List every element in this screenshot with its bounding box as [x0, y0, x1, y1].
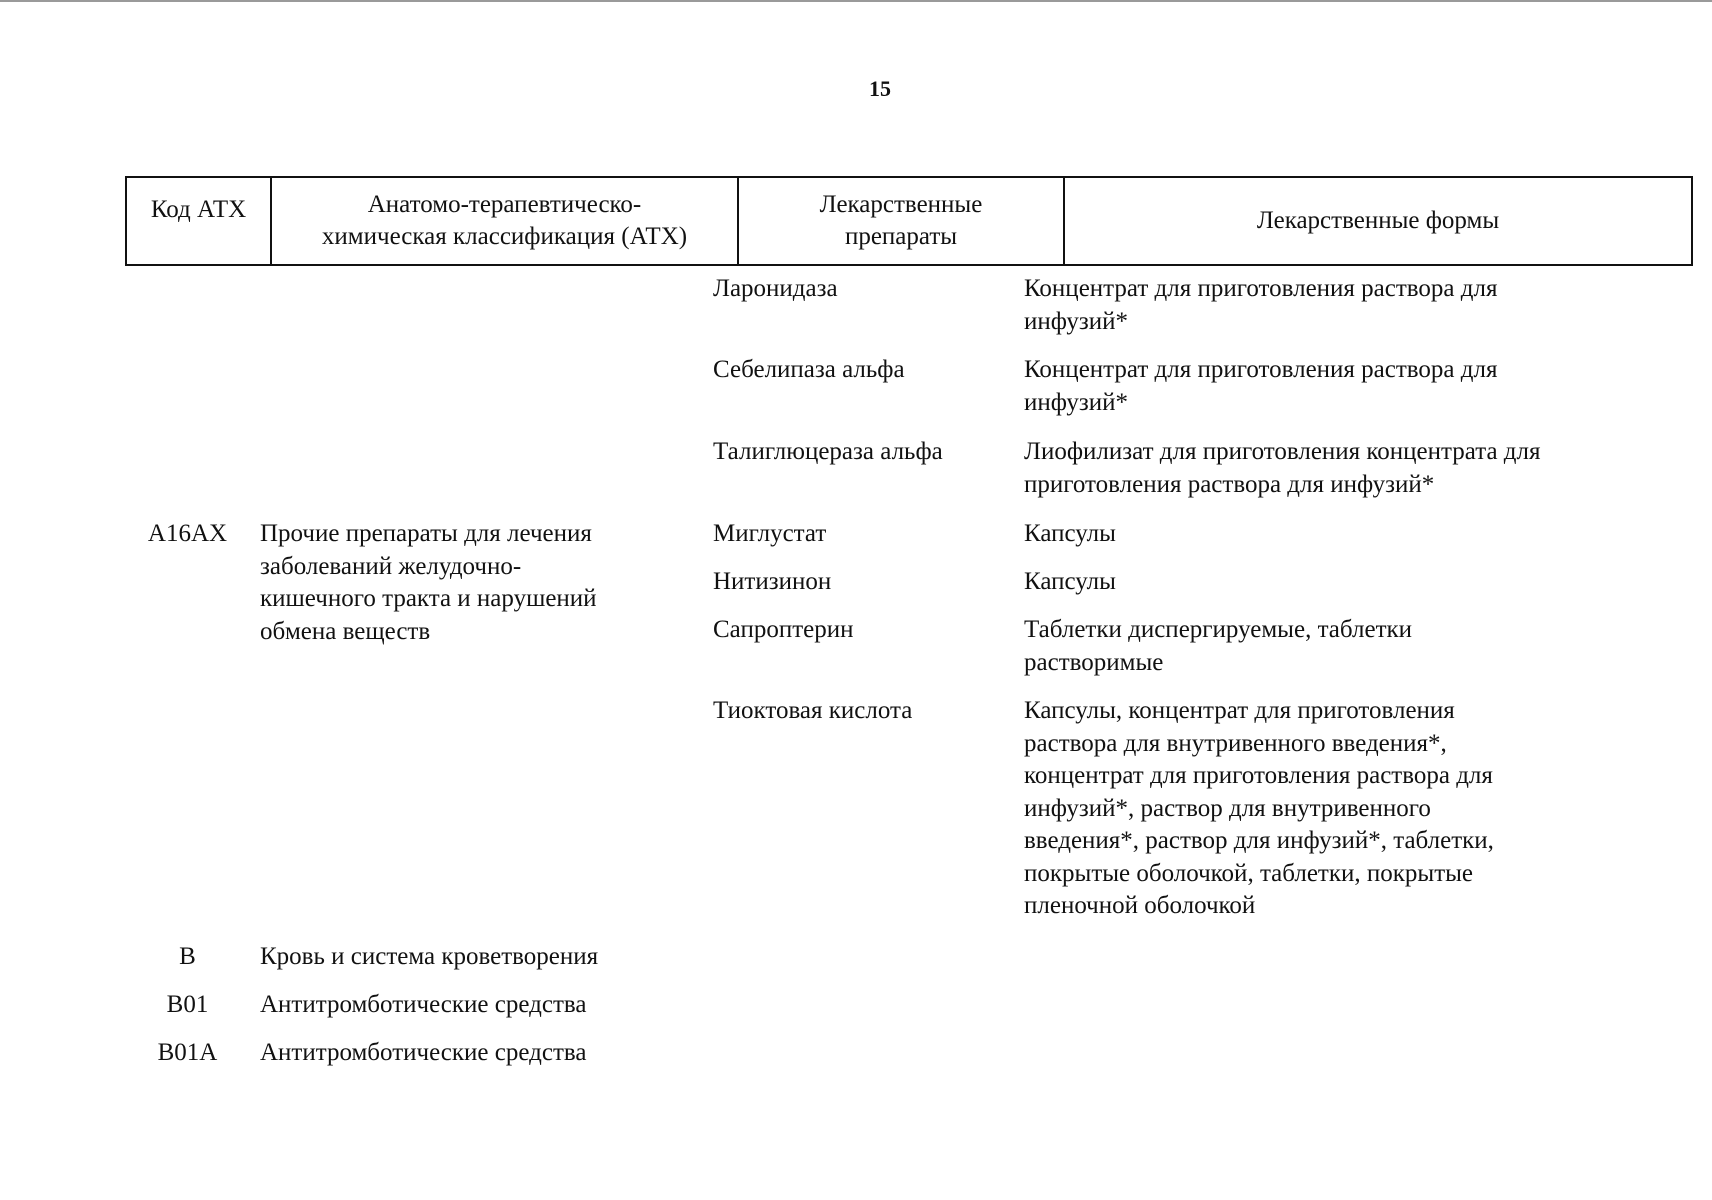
- atc-group-name: Прочие препараты для лечения заболеваний желудочно- кишечного тракта и нарушений обмена веществ: [260, 520, 597, 645]
- drug-forms: Концентрат для приготовления раствора для инфузий*: [1024, 356, 1498, 416]
- header-dosage-forms: Лекарственные формы: [1064, 177, 1692, 265]
- atc-group-name: Антитромботические средства: [260, 991, 587, 1018]
- header-row: [126, 177, 1692, 265]
- header-atc-classification: Анатомо-терапевтическо- химическая классификация (АТХ): [271, 177, 738, 265]
- atc-group-name: Антитромботические средства: [260, 1039, 587, 1066]
- atc-code: B01: [166, 991, 209, 1018]
- drug-name: Ларонидаза: [713, 275, 838, 302]
- drug-forms: Лиофилизат для приготовления концентрата для приготовления раствора для инфузий*: [1024, 438, 1541, 498]
- drug-name: Талиглюцераза альфа: [713, 438, 943, 465]
- page-number: 15: [869, 76, 891, 101]
- drug-forms: Капсулы: [1024, 568, 1116, 595]
- drug-forms: Капсулы: [1024, 520, 1116, 547]
- top-rule: [0, 0, 1712, 2]
- header-atc-code: Код АТХ: [126, 177, 271, 265]
- atc-code: B01A: [157, 1039, 218, 1066]
- drug-forms: Таблетки диспергируемые, таблетки растворимые: [1024, 616, 1413, 676]
- atc-code: A16AX: [147, 520, 228, 547]
- atc-code: B: [179, 943, 196, 970]
- drug-name: Себелипаза альфа: [713, 356, 905, 383]
- drug-forms: Капсулы, концентрат для приготовления раствора для внутривенного введения*, концентрат для приготовления раствора для инфузий*, раствор для внутривенного введения*, раствор для инфузий*, таблетки, покрытые оболочкой, таблетки, покрытые пленочной оболочкой: [1024, 697, 1494, 919]
- drug-forms: Концентрат для приготовления раствора для инфузий*: [1024, 275, 1498, 335]
- table-header: [125, 176, 1693, 266]
- header-drugs: Лекарственные препараты: [738, 177, 1064, 265]
- atc-group-name: Кровь и система кроветворения: [260, 943, 599, 970]
- drug-name: Нитизинон: [713, 568, 832, 595]
- drug-name: Миглустат: [713, 520, 827, 547]
- drug-name: Тиоктовая кислота: [713, 697, 913, 724]
- drug-name: Сапроптерин: [713, 616, 854, 643]
